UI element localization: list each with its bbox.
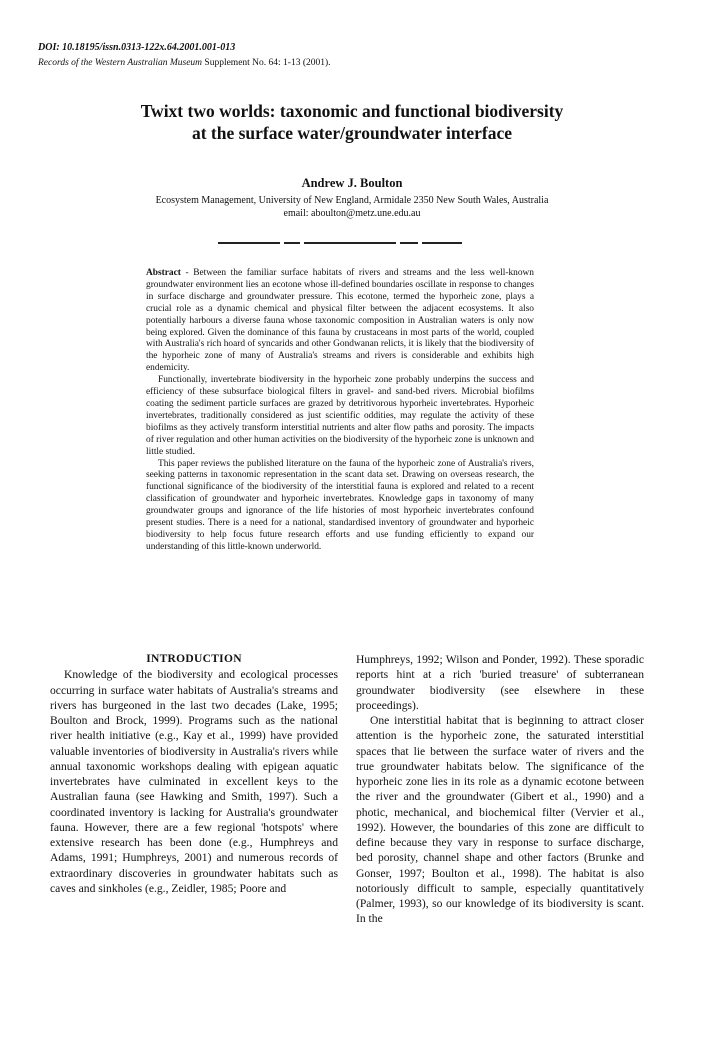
abstract-paragraph-2: Functionally, invertebrate biodiversity in the hyporheic zone probably underpins the success and efficiency of these subsurface biological filters in gravel- and sand-bed rivers. Microbial biofilms coating the sediment particle surfaces are grazed by detritivorous hyporheic invertebrates. Hyporheic invertebrates, traditionally considered as just scientific oddities, may regulate the activity of these biofilms as they actively transform interstitial nutrients and alter flow paths and porosity. The impacts of river regulation and other human activities on the biodiversity of the hyporheic zone is unknown and little studied. [146,375,534,457]
section-heading-introduction: INTRODUCTION [146,653,242,665]
title-line-2: at the surface water/groundwater interface [191,123,513,143]
paper-title [40,100,664,144]
section-divider [218,242,462,244]
doi-line: DOI: 10.18195/issn.0313-122x.64.2001.001-013 [38,42,236,53]
abstract-text-1: - Between the familiar surface habitats of rivers and streams and the less well-known groundwater environment lies an ecotone whose ill-defined boundaries oscillate in response to changes in surface discharge and groundwater pressure. This ecotone, termed the hyporheic zone, plays a crucial role as a dynamic chemical and physical filter between the adjacent ecosystems. It also potentially harbours a diverse fauna whose taxonomic composition in Australian waters is only now being explored. Given the dominance of this fauna by crustaceans in most parts of the world, coupled with Australia's rich hoard of syncarids and other Gondwanan relicts, it is likely that the biodiversity of the hyporheic zone of many of Australia's streams and rivers is considerable and exhibits high endemicity. [146,268,534,374]
title-line-1: Twixt two worlds: taxonomic and functional biodiversity [140,101,564,121]
abstract-paragraph-3: This paper reviews the published literature on the fauna of the hyporheic zone of Australia's rivers, seeking patterns in taxonomic representation in the scant data set. Drawing on overseas research, the functional significance of the biodiversity of the interstitial fauna is explored and related to a recent classification of groundwater and hyporheic invertebrates. Knowledge gaps in taxonomy of many groundwater groups and ignorance of the life histories of most hyporheic invertebrates confound present studies. There is a need for a national, standardised inventory of groundwater and hyporheic biodiversity to help focus future research efforts and use funding efficiently to expand our understanding of this little-known underworld. [146,458,534,552]
body-column-left [50,652,338,896]
abstract-paragraph-1 [146,268,534,375]
author-affiliation: Ecosystem Management, University of New England, Armidale 2350 New South Wales, Australia [155,195,549,206]
body-paragraph: One interstitial habitat that is beginning to attract closer attention is the hyporheic zone, the saturated interstitial spaces that lie between the surface water of rivers and the true groundwater habitats below. The significance of the hyporheic zone lies in its role as a dynamic ecotone between the river and the groundwater (Gibert et al., 1990) and a photic, mechanical, and biochemical filter (Vervier et al., 1992). However, the boundaries of this zone are difficult to define because they vary in response to surface discharge, bed porosity, channel shape and other factors (Brunke and Gonser, 1997; Boulton et al., 1998). The habitat is also notoriously difficult to sample, especially quantitatively (Palmer, 1993), so our knowledge of its biodiversity is scant. In the [356,714,644,926]
abstract [146,268,534,554]
journal-issue: Supplement No. 64: 1-13 (2001). [202,58,331,68]
author-email: email: aboulton@metz.une.edu.au [283,208,421,219]
author-affiliation-block [40,194,664,220]
body-paragraph: Knowledge of the biodiversity and ecological processes occurring in surface water habitats of Australia's streams and rivers has burgeoned in the last two decades (Lake, 1995; Boulton and Brock, 1999). Programs such as the national river health initiative (e.g., Kay et al., 1999) have provided valuable inventories of biodiversity in Australia's rivers while annual taxonomic workshops dealing with epigean aquatic invertebrates have culminated in excellent keys to the Australian fauna (see Hawking and Smith, 1997). Such a coordinated inventory is lacking for Australia's groundwater fauna. However, there are a few regional 'hotspots' where extensive research has been done (e.g., Humphreys and Adams, 1991; Humphreys, 2001) and numerous records of extraordinary discoveries in groundwater habitats such as caves and sinkholes (e.g., Zeidler, 1985; Poore and [50,668,338,895]
author-name: Andrew J. Boulton [301,176,403,190]
body-column-right [356,652,644,927]
abstract-label: Abstract [146,268,181,278]
journal-citation [38,58,331,68]
journal-name: Records of the Western Australian Museum [38,58,203,68]
body-paragraph-continued: Humphreys, 1992; Wilson and Ponder, 1992). These sporadic reports hint at a rich 'buried treasure' of subterranean groundwater biodiversity (see elsewhere in these proceedings). [356,653,644,712]
